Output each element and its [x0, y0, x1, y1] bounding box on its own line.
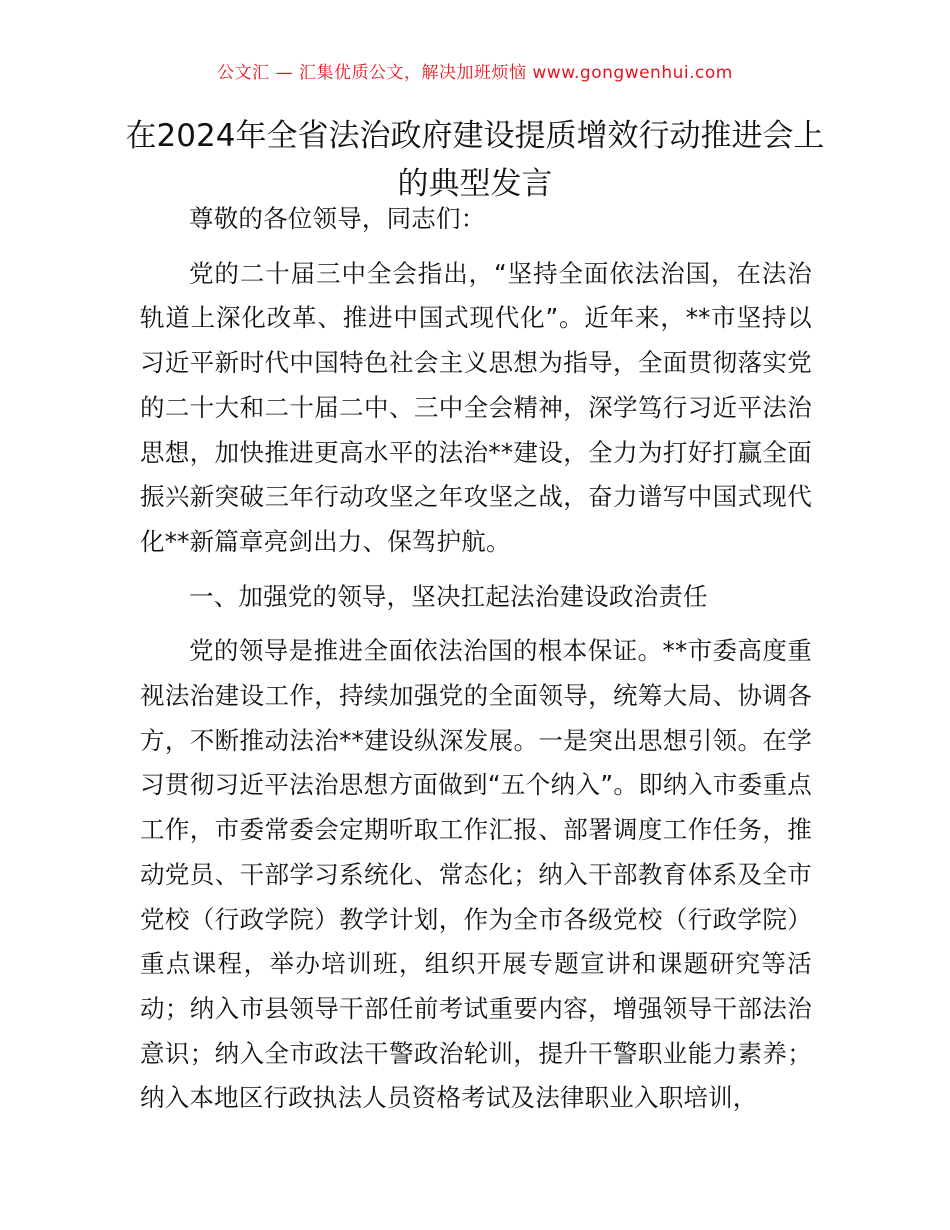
document-body [140, 197, 812, 1131]
paragraph-section-one: 党的领导是推进全面依法治国的根本保证。**市委高度重视法治建设工作，持续加强党的全面领导，统筹大局、协调各方，不断推动法治**建设纵深发展。一是突出思想引领。在学习贯彻习近平法治思想方面做到“五个纳入”。即纳入市委重点工作，市委常委会定期听取工作汇报、部署调度工作任务，推动党员、干部学习系统化、常态化；纳入干部教育体系及全市党校（行政学院）教学计划，作为全市各级党校（行政学院）重点课程，举办培训班，组织开展专题宣讲和课题研究等活动；纳入市县领导干部任前考试重要内容，增强领导干部法治意识；纳入全市政法干警政治轮训，提升干警职业能力素养；纳入本地区行政执法人员资格考试及法律职业入职培训， [140, 636, 812, 1113]
section-heading: 一、加强党的领导，坚决扛起法治建设政治责任 [189, 581, 708, 611]
document-title: 在2024年全省法治政府建设提质增效行动推进会上的典型发言 [125, 118, 825, 202]
greeting: 尊敬的各位领导，同志们： [189, 204, 486, 233]
site-banner: 公文汇 — 汇集优质公文，解决加班烦恼 www.gongwenhui.com [217, 63, 733, 83]
paragraph-intro: 党的二十届三中全会指出，“坚持全面依法治国，在法治轨道上深化改革、推进中国式现代化”。近年来，**市坚持以习近平新时代中国特色社会主义思想为指导，全面贯彻落实党的二十大和二十届二中、三中全会精神，深学笃行习近平法治思想，加快推进更高水平的法治**建设，全力为打好打赢全面振兴新突破三年行动攻坚之年攻坚之战，奋力谱写中国式现代化**新篇章亮剑出力、保驾护航。 [140, 258, 812, 556]
